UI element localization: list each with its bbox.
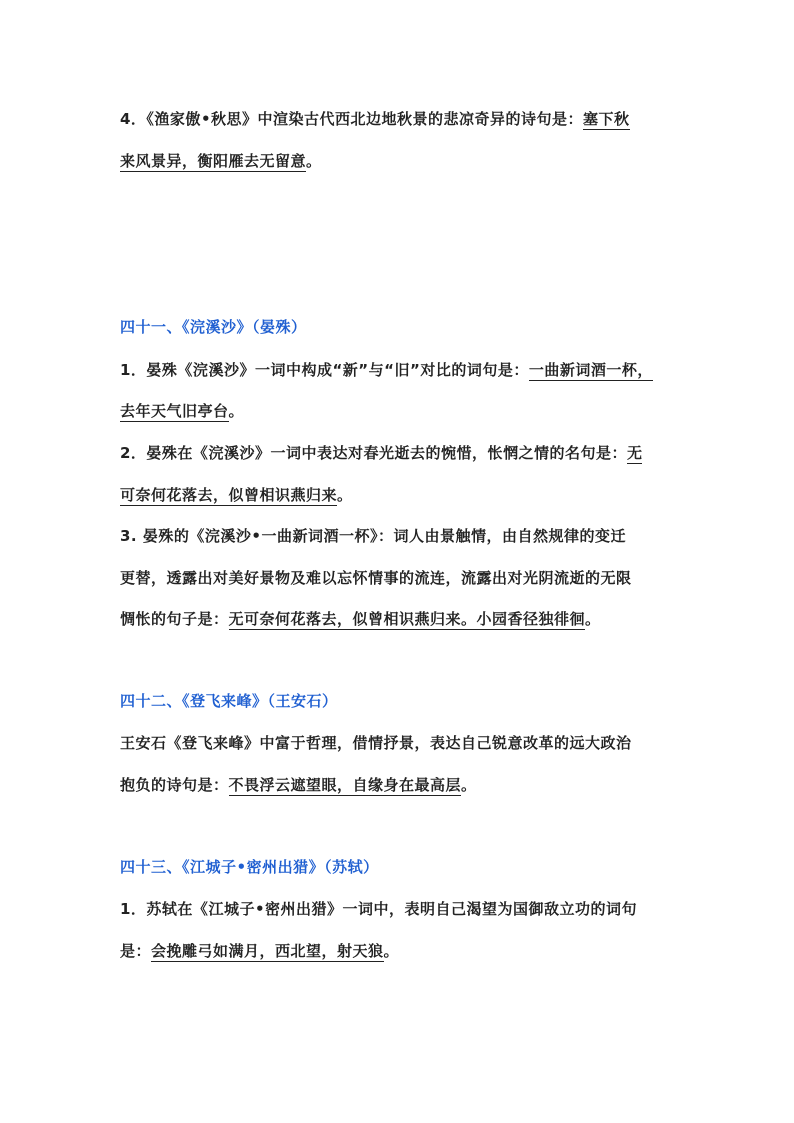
s41-q1-line2 — [120, 400, 680, 421]
s41-q2-line2 — [120, 484, 680, 505]
s40-q4-line1 — [120, 108, 680, 129]
s42-heading: 四十二、《登飞来峰》（王安石） — [120, 692, 338, 710]
s41-q1-suffix: 。 — [228, 402, 245, 420]
s41-q3-line3 — [120, 608, 680, 629]
s40-q4-answer-part1: 塞下秋 — [583, 110, 630, 128]
s43-q1-line1: 1．苏轼在《江城子•密州出猎》一词中，表明自己渴望为国御敌立功的词句 — [120, 900, 638, 918]
s41-q2-prefix: 2．晏殊在《浣溪沙》一词中表达对春光逝去的惋惜，怅惘之情的名句是： — [120, 444, 627, 462]
s43-q1-answer: 会挽雕弓如满月，西北望，射天狼 — [151, 942, 384, 960]
s42-line2 — [120, 774, 680, 795]
s41-q3-line1: 3. 晏殊的《浣溪沙•一曲新词酒一杯》：词人由景触情，由自然规律的变迁 — [120, 527, 626, 545]
s41-q2-answer-part1: 无 — [626, 444, 643, 462]
s43-q1-prefix: 是： — [120, 942, 152, 960]
s43-q1-suffix: 。 — [383, 942, 400, 960]
s43-q1-line2 — [120, 940, 680, 961]
s42-suffix: 。 — [461, 776, 477, 794]
s41-q1-answer-part1: 一曲新词酒一杯， — [528, 361, 653, 379]
s41-q3-prefix: 惆怅的句子是： — [120, 610, 229, 628]
s43-heading: 四十三、《江城子•密州出猎》（苏轼） — [120, 858, 379, 876]
s41-q1-line1 — [120, 359, 680, 380]
s41-q3-line2: 更替，透露出对美好景物及难以忘怀情事的流连，流露出对光阴流逝的无限 — [120, 569, 632, 587]
s40-q4-line2 — [120, 150, 680, 171]
s41-q2-answer-part2: 可奈何花落去，似曾相识燕归来 — [120, 486, 338, 504]
s41-heading: 四十一、《浣溪沙》（晏殊） — [120, 318, 307, 336]
s41-q2-suffix: 。 — [337, 486, 353, 504]
s40-q4-prefix: 4．《渔家傲•秋思》中渲染古代西北边地秋景的悲凉奇异的诗句是： — [120, 110, 584, 128]
s41-q3-suffix: 。 — [585, 610, 601, 628]
s41-q1-prefix: 1．晏殊《浣溪沙》一词中构成“新”与“旧”对比的词句是： — [120, 361, 529, 379]
s42-answer: 不畏浮云遮望眼，自缘身在最高层 — [228, 776, 462, 794]
s41-q1-answer-part2: 去年天气旧亭台 — [120, 402, 229, 420]
s41-q3-answer: 无可奈何花落去，似曾相识燕归来。小园香径独徘徊 — [228, 610, 586, 628]
s42-prefix: 抱负的诗句是： — [120, 776, 229, 794]
s42-line1: 王安石《登飞来峰》中富于哲理，借情抒景，表达自己锐意改革的远大政治 — [120, 734, 632, 752]
s40-q4-answer-part2: 来风景异，衡阳雁去无留意 — [120, 152, 307, 170]
s41-q2-line1 — [120, 442, 680, 463]
s40-q4-suffix: 。 — [306, 152, 322, 170]
